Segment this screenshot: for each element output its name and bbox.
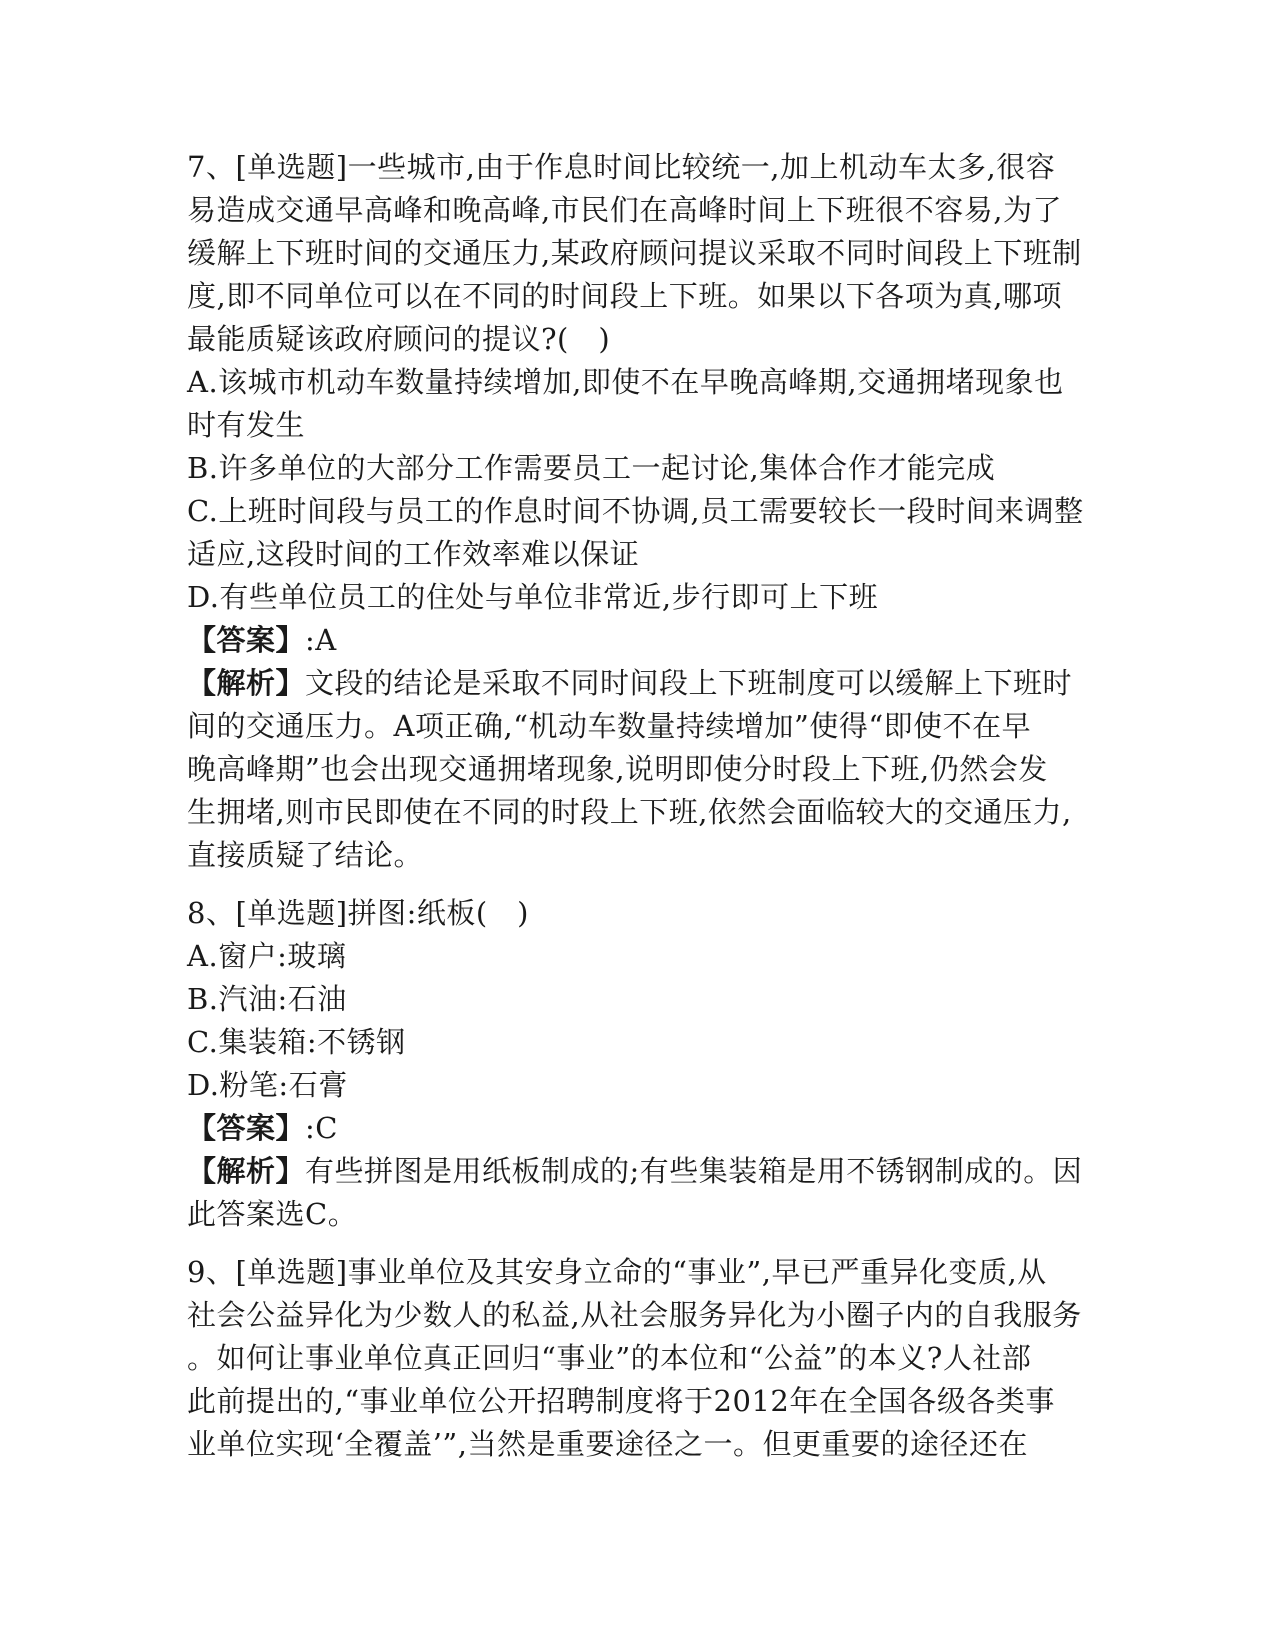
question-9-stem-line: 业单位实现‘全覆盖’”,当然是重要途径之一。但更重要的途径还在 — [187, 1427, 1028, 1461]
question-7-option-c: C.上班时间段与员工的作息时间不协调,员工需要较长一段时间来调整 — [187, 494, 1084, 528]
analysis-label: 【解析】 — [187, 666, 306, 700]
document-content — [187, 146, 1087, 1466]
question-7-analysis — [187, 662, 1087, 705]
question-9-stem-line: 9、[单选题]事业单位及其安身立命的“事业”,早已严重异化变质,从 — [187, 1255, 1047, 1289]
question-7-stem-line: 易造成交通早高峰和晚高峰,市民们在高峰时间上下班很不容易,为了 — [187, 193, 1062, 227]
question-8 — [187, 892, 1087, 1236]
question-8-option-c: C.集装箱:不锈钢 — [187, 1025, 406, 1059]
question-7-stem-line: 度,即不同单位可以在不同的时间段上下班。如果以下各项为真,哪项 — [187, 279, 1062, 313]
question-7 — [187, 146, 1087, 877]
question-7-option-c-cont: 适应,这段时间的工作效率难以保证 — [187, 537, 640, 571]
question-7-stem-line: 7、[单选题]一些城市,由于作息时间比较统一,加上机动车太多,很容 — [187, 150, 1056, 184]
analysis-label: 【解析】 — [187, 1154, 306, 1188]
question-7-stem-line: 最能质疑该政府顾问的提议?( ) — [187, 322, 611, 356]
answer-value: :C — [305, 1111, 338, 1145]
answer-label: 【答案】 — [187, 623, 306, 657]
question-spacer — [187, 877, 1087, 892]
analysis-text: 有些拼图是用纸板制成的;有些集装箱是用不锈钢制成的。因 — [305, 1154, 1083, 1188]
question-9-stem-line: 。如何让事业单位真正回归“事业”的本位和“公益”的本义?人社部 — [187, 1341, 1032, 1375]
question-8-option-d: D.粉笔:石膏 — [187, 1068, 348, 1102]
question-8-option-b: B.汽油:石油 — [187, 982, 347, 1016]
analysis-text: 文段的结论是采取不同时间段上下班制度可以缓解上下班时 — [305, 666, 1073, 700]
question-7-option-b: B.许多单位的大部分工作需要员工一起讨论,集体合作才能完成 — [187, 451, 996, 485]
question-8-answer — [187, 1107, 1087, 1150]
question-9 — [187, 1251, 1087, 1466]
question-7-analysis-line: 间的交通压力。A项正确,“机动车数量持续增加”使得“即使不在早 — [187, 709, 1032, 743]
answer-label: 【答案】 — [187, 1111, 306, 1145]
question-7-analysis-line: 晚高峰期”也会出现交通拥堵现象,说明即使分时段上下班,仍然会发 — [187, 752, 1048, 786]
question-8-analysis — [187, 1150, 1087, 1193]
question-7-option-d: D.有些单位员工的住处与单位非常近,步行即可上下班 — [187, 580, 879, 614]
question-9-stem-line: 社会公益异化为少数人的私益,从社会服务异化为小圈子内的自我服务 — [187, 1298, 1082, 1332]
question-7-stem-line: 缓解上下班时间的交通压力,某政府顾问提议采取不同时间段上下班制 — [187, 236, 1082, 270]
question-7-option-a: A.该城市机动车数量持续增加,即使不在早晚高峰期,交通拥堵现象也 — [187, 365, 1064, 399]
question-8-stem: 8、[单选题]拼图:纸板( ) — [187, 896, 529, 930]
question-9-stem-line: 此前提出的,“事业单位公开招聘制度将于2012年在全国各级各类事 — [187, 1384, 1055, 1418]
question-7-analysis-line: 直接质疑了结论。 — [187, 838, 424, 872]
question-8-option-a: A.窗户:玻璃 — [187, 939, 347, 973]
question-8-analysis-line: 此答案选C。 — [187, 1197, 358, 1231]
question-7-analysis-line: 生拥堵,则市民即使在不同的时段上下班,依然会面临较大的交通压力, — [187, 795, 1072, 829]
question-7-option-a-cont: 时有发生 — [187, 408, 306, 442]
answer-value: :A — [305, 623, 337, 657]
question-spacer — [187, 1236, 1087, 1251]
question-7-answer — [187, 619, 1087, 662]
